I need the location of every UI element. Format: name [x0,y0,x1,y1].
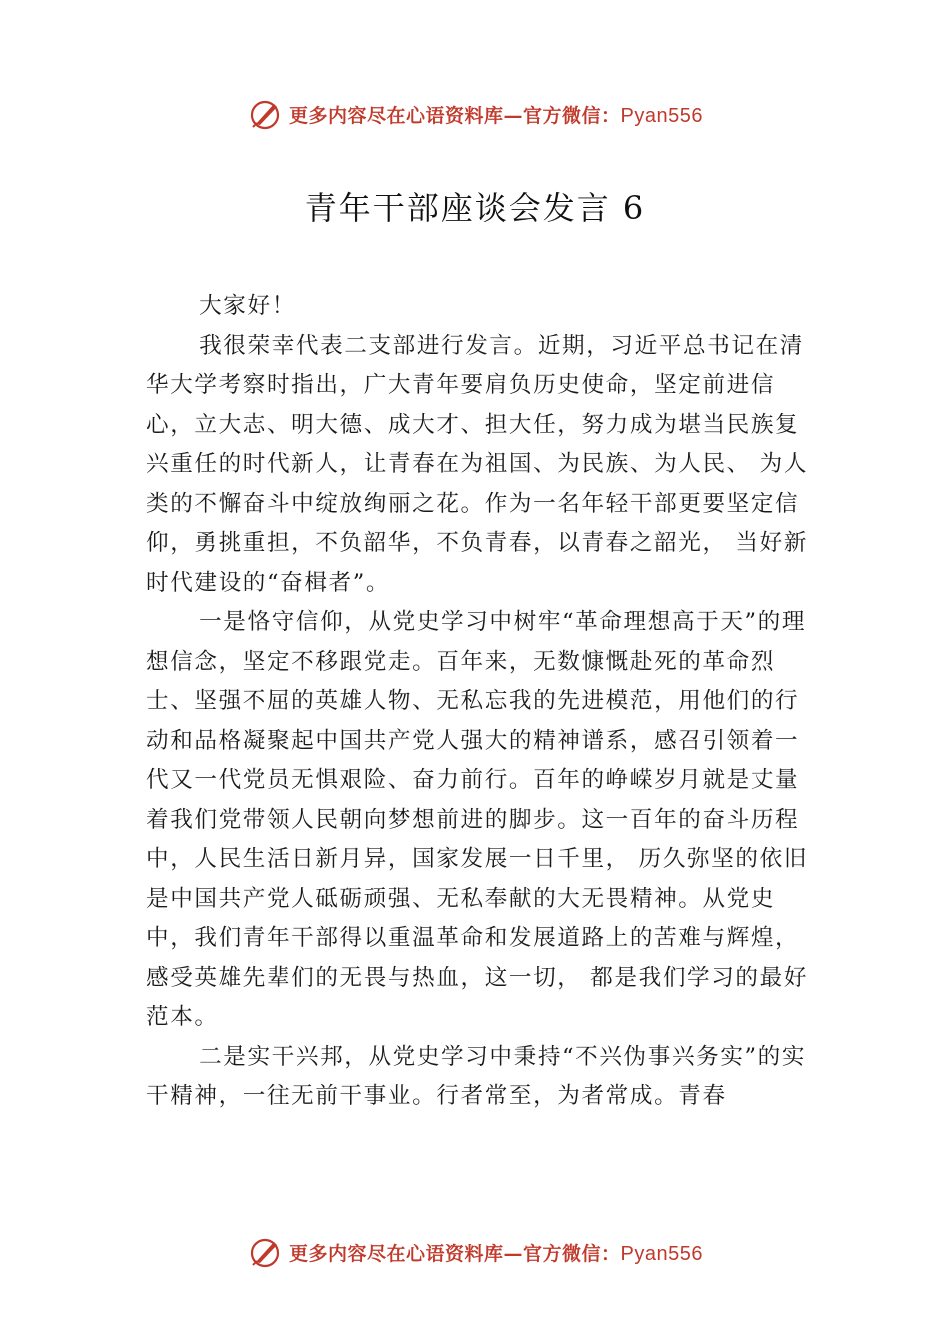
point-one-paragraph: 一是恪守信仰，从党史学习中树牢“革命理想高于天”的理想信念，坚定不移跟党走。百年来，无数慷慨赴死的革命烈士、坚强不屈的英雄人物、无私忘我的先进模范，用他们的行动和品格凝聚起中国共产党人强大的精神谱系，感召引领着一代又一代党员无惧艰险、奋力前行。百年的峥嵘岁月就是丈量着我们党带领人民朝向梦想前进的脚步。这一百年的奋斗历程中，人民生活日新月异，国家发展一日千里， 历久弥坚的依旧是中国共产党人砥砺顽强、无私奉献的大无畏精神。从党史中，我们青年干部得以重温革命和发展道路上的苦难与辉煌，感受英雄先辈们的无畏与热血，这一切， 都是我们学习的最好范本。 [146,609,809,1030]
banner-label: 更多内容尽在心语资料库—官方微信： [289,1242,621,1265]
point-two-paragraph: 二是实干兴邦，从党史学习中秉持“不兴伪事兴务实”的实干精神，一往无前干事业。行者常至，为者常成。青春 [146,1043,807,1109]
banner-label: 更多内容尽在心语资料库—官方微信： [289,104,621,127]
quill-seal-icon [247,1234,283,1270]
banner-text [289,1239,703,1266]
intro-paragraph: 我很荣幸代表二支部进行发言。近期，习近平总书记在清华大学考察时指出，广大青年要肩负历史使命，坚定前进信心，立大志、明大德、成大才、担大任，努力成为堪当民族复兴重任的时代新人，让青春在为祖国、为民族、为人民、 为人类的不懈奋斗中绽放绚丽之花。作为一名年轻干部更要坚定信仰，勇挑重担，不负韶华，不负青春，以青春之韶光， 当好新时代建设的“奋楫者”。 [146,332,809,596]
banner-text [289,101,703,128]
document-body [146,287,808,1117]
document-title: 青年干部座谈会发言 6 [304,189,646,227]
footer-banner [0,1232,950,1272]
greeting-paragraph: 大家好！ [199,293,296,319]
wechat-id: Pyan556 [620,1242,703,1265]
wechat-id: Pyan556 [620,104,703,127]
header-banner [0,94,950,134]
quill-seal-icon [247,96,283,132]
